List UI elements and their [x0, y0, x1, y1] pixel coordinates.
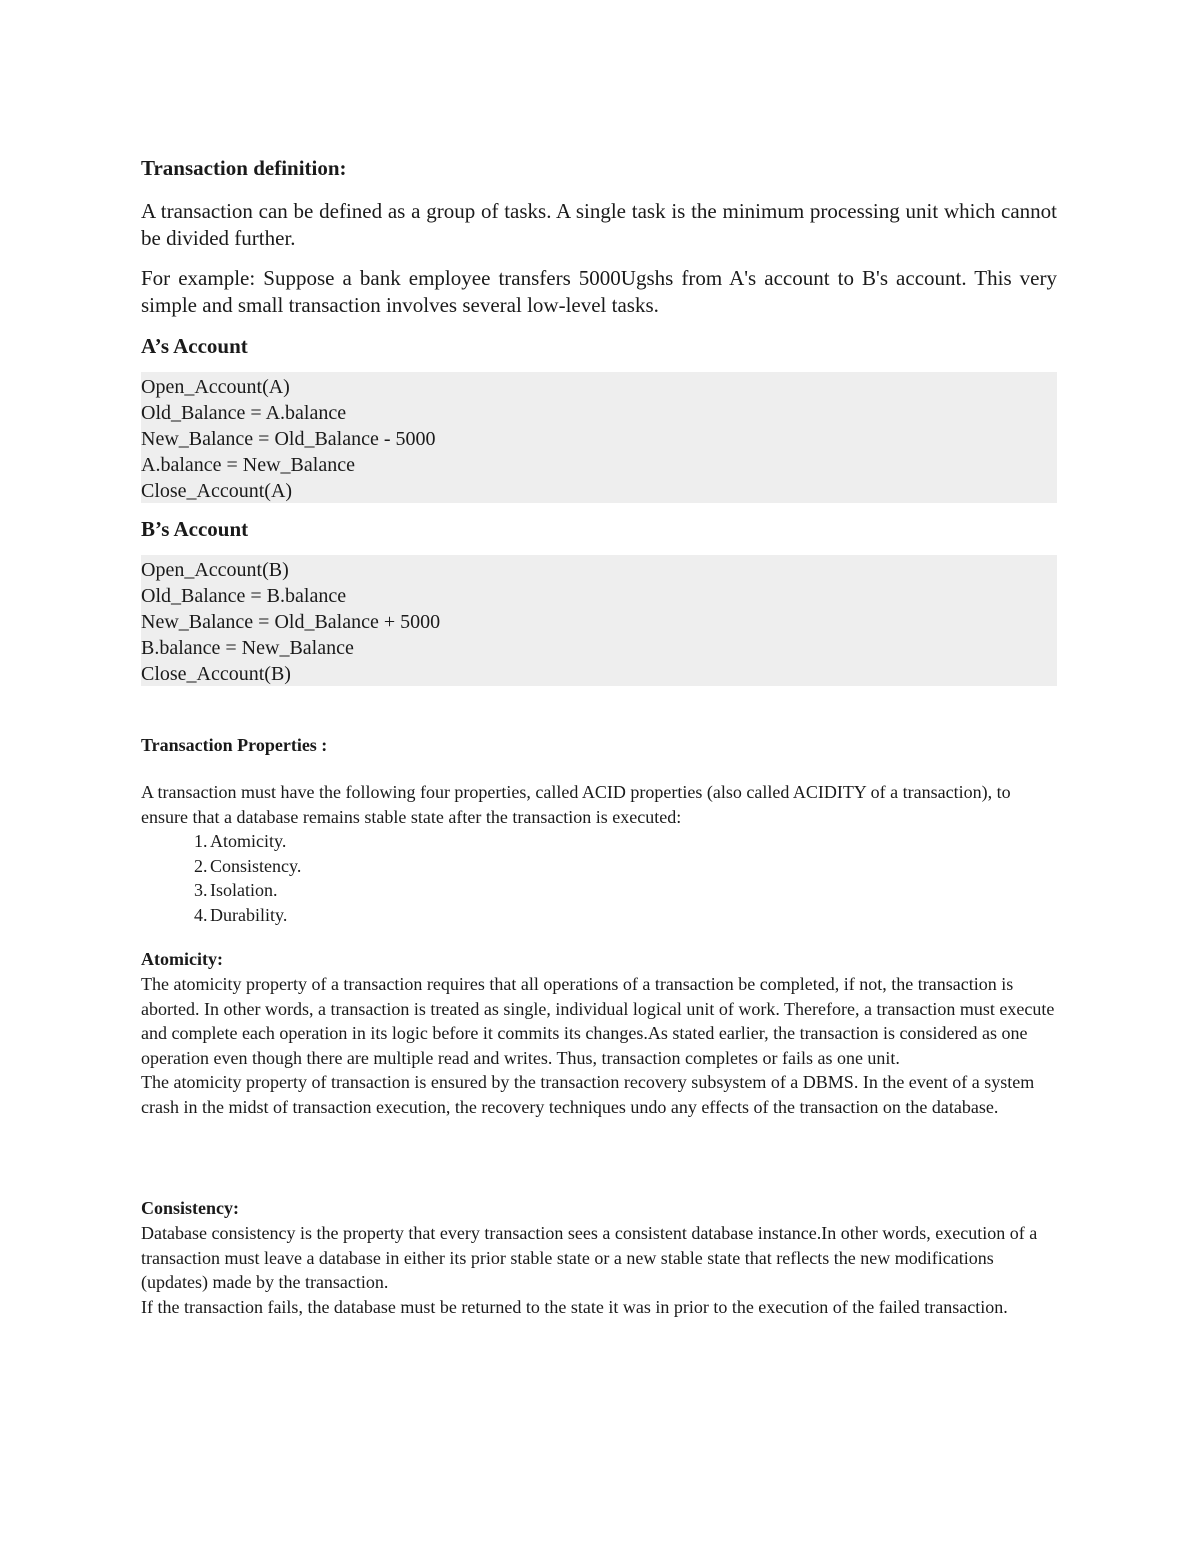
- list-item: 3. Isolation.: [194, 880, 278, 901]
- code-line: Close_Account(A): [141, 480, 293, 502]
- account-b-code-block: [141, 555, 1057, 686]
- properties-intro: A transaction must have the following four properties, called ACID properties (also called ACIDITY of a transaction), to ensure that a database remains stable state after the transaction is executed:: [141, 782, 1011, 827]
- list-item: 4. Durability.: [194, 904, 288, 925]
- code-line: A.balance = New_Balance: [141, 454, 355, 476]
- atomicity-paragraph-2: The atomicity property of transaction is ensured by the transaction recovery subsystem of a DBMS. In the event of a system crash in the midst of transaction execution, the recovery techniques undo any effects of the transaction on the database.: [141, 1072, 1035, 1117]
- atomicity-body: [141, 972, 1057, 1120]
- example-paragraph: For example: Suppose a bank employee transfers 5000Ugshs from A's account to B's account. This very simple and small transaction involves several low-level tasks.: [141, 266, 1057, 317]
- account-a-code-block: [141, 372, 1057, 503]
- acid-list: [194, 829, 301, 927]
- atomicity-heading: Atomicity:: [141, 949, 223, 969]
- account-a-heading: A’s Account: [141, 334, 248, 358]
- code-line: Open_Account(A): [141, 376, 290, 398]
- code-line: Old_Balance = A.balance: [141, 402, 347, 424]
- code-line: New_Balance = Old_Balance - 5000: [141, 428, 436, 450]
- consistency-body: [141, 1221, 1057, 1319]
- code-line: New_Balance = Old_Balance + 5000: [141, 611, 441, 633]
- consistency-paragraph-1: Database consistency is the property that every transaction sees a consistent database instance.In other words, execution of a transaction must leave a database in either its prior stable state or a new stable state that reflects the new modifications (updates) made by the transaction.: [141, 1223, 1038, 1293]
- consistency-paragraph-2: If the transaction fails, the database must be returned to the state it was in prior to the execution of the failed transaction.: [141, 1296, 1008, 1317]
- account-b-heading: B’s Account: [141, 517, 249, 541]
- code-line: Close_Account(B): [141, 663, 291, 685]
- list-item: 2. Consistency.: [194, 855, 302, 876]
- list-item: 1. Atomicity.: [194, 831, 287, 851]
- code-line: B.balance = New_Balance: [141, 637, 354, 659]
- consistency-heading: Consistency:: [141, 1198, 239, 1218]
- code-line: Old_Balance = B.balance: [141, 585, 347, 607]
- code-line: Open_Account(B): [141, 559, 289, 581]
- transaction-definition-heading: Transaction definition:: [141, 156, 347, 180]
- atomicity-paragraph-1: The atomicity property of a transaction requires that all operations of a transaction be completed, if not, the transaction is aborted. In other words, a transaction is treated as single, individual logical unit of work. Therefore, a transaction must execute and complete each operation in its logic before it commits its changes.As stated earlier, the transaction is considered as one operation even though there are multiple read and writes. Thus, transaction completes or fails as one unit.: [141, 974, 1055, 1068]
- transaction-properties-heading: Transaction Properties :: [141, 735, 328, 755]
- definition-paragraph: A transaction can be defined as a group of tasks. A single task is the minimum processing unit which cannot be divided further.: [141, 199, 1057, 250]
